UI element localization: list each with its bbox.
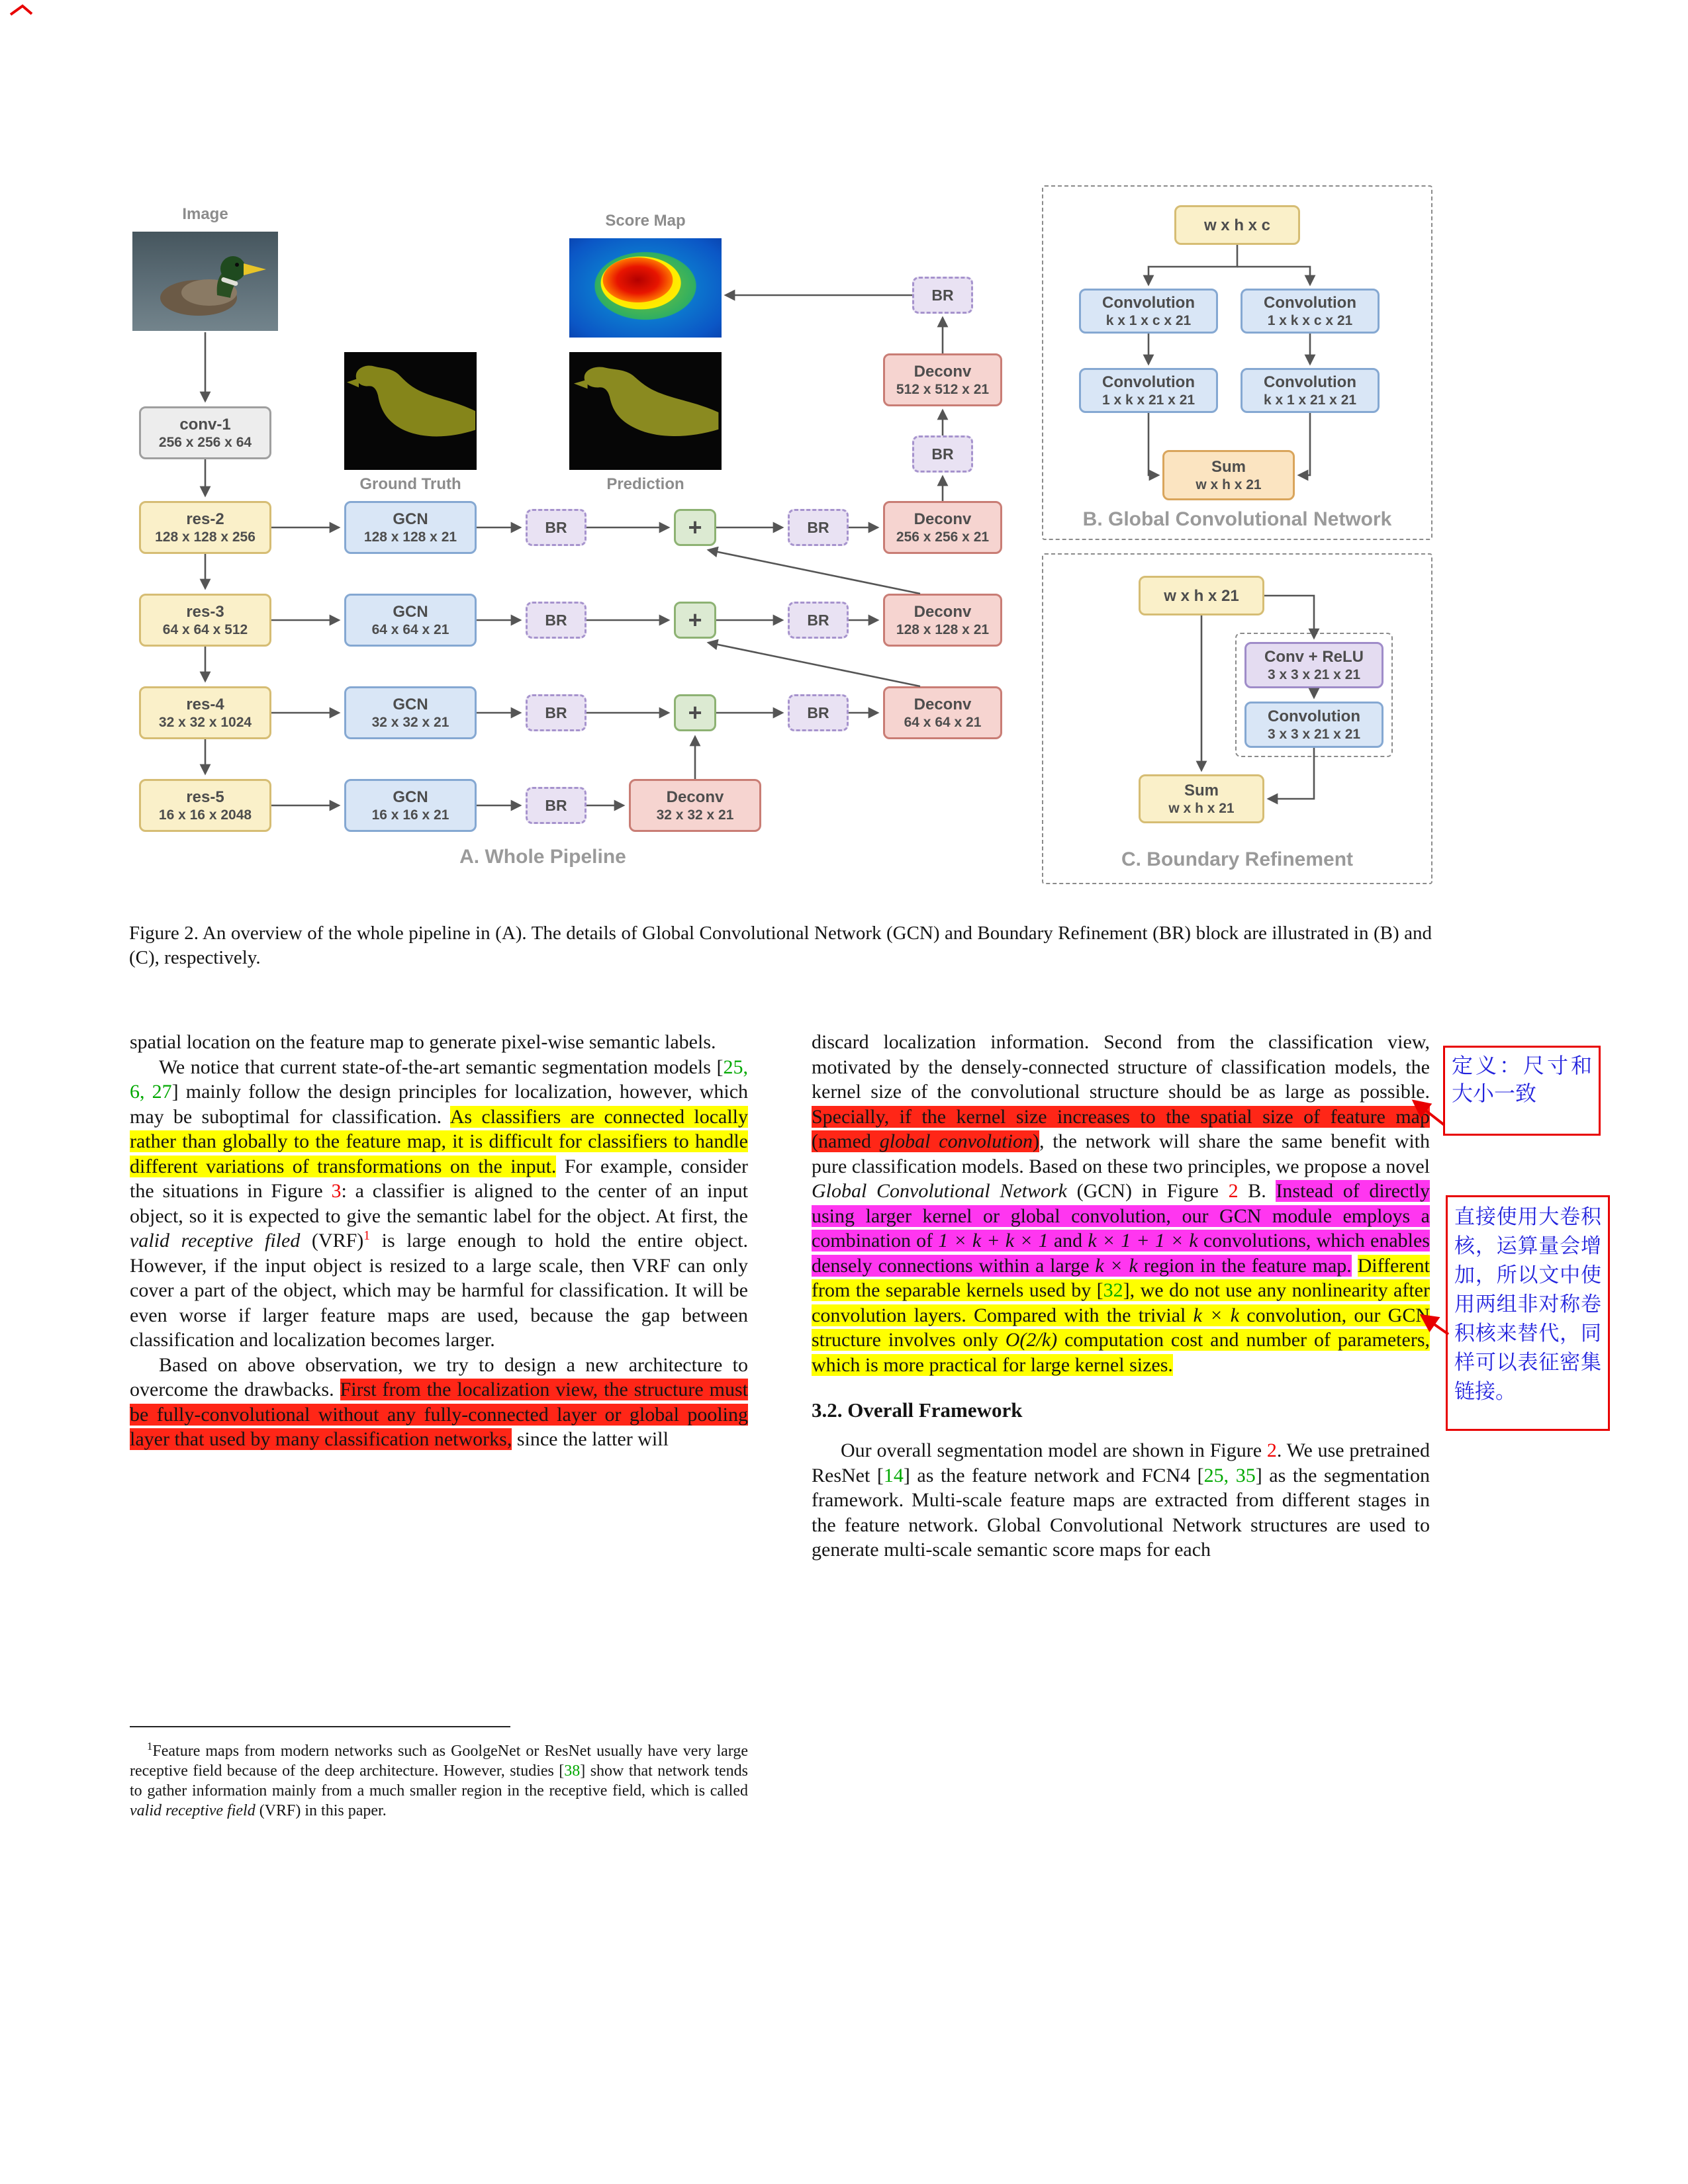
highlight-magenta-math: 1 × k + k × 1 — [938, 1230, 1049, 1251]
highlight-magenta: convolutions, which enables densely connections within a large — [812, 1230, 1430, 1277]
gcn5-block: GCN 16 x 16 x 21 — [344, 779, 477, 832]
image-label: Image — [182, 205, 228, 223]
br-block: BR — [912, 277, 973, 314]
annotation-note-asymmetric-conv: 直接使用大卷积核，运算量会增加，所以文中使用两组非对称卷积核来替代，同样可以表征密集链接。 — [1446, 1195, 1610, 1431]
res2-block: res-2 128 x 128 x 256 — [139, 501, 271, 554]
citation-link[interactable]: 25, 6, 27 — [130, 1056, 748, 1103]
br-block: BR — [788, 509, 849, 546]
panel-b-title: B. Global Convolutional Network — [1082, 508, 1392, 530]
section-heading: 3.2. Overall Framework — [812, 1398, 1023, 1422]
conv-relu-block: Conv + ReLU 3 x 3 x 21 x 21 — [1244, 642, 1383, 688]
paragraph: Our overall segmentation model are shown in Figure 2. We use pretrained ResNet [14] as the feature network and FCN4 [25, 35] as the segmentation framework. Multi-scale feature maps are extracted from different stages in the feature network. Global Convolutional Network structures are used to generate multi-scale semantic score maps for each — [812, 1439, 1430, 1561]
br-block: BR — [526, 694, 586, 731]
gcn3-block: GCN 64 x 64 x 21 — [344, 594, 477, 647]
highlight-yellow: convolution, our GCN structure involves only — [812, 1304, 1430, 1351]
gcn-sum-block: Sum w x h x 21 — [1162, 450, 1295, 500]
highlight-magenta: and — [1048, 1230, 1088, 1251]
ground-truth-image — [344, 352, 477, 470]
left-column — [130, 1030, 748, 1452]
figure-caption: Figure 2. An overview of the whole pipeline in (A). The details of Global Convolutional Network (GCN) and Boundary Refinement (BR) block are illustrated in (B) and (C), respectively. — [129, 923, 1432, 968]
highlight-magenta-math: k × k — [1095, 1254, 1138, 1277]
conv1-block: conv-1 256 x 256 x 64 — [139, 406, 271, 459]
deconv32-block: Deconv 32 x 32 x 21 — [629, 779, 761, 832]
gcn2-block: GCN 128 x 128 x 21 — [344, 501, 477, 554]
deconv256-block: Deconv 256 x 256 x 21 — [883, 501, 1002, 554]
duck-silhouette — [344, 352, 477, 470]
conv-kx1xc-block: Convolution k x 1 x c x 21 — [1079, 289, 1218, 334]
sum-plus-block: + — [674, 509, 716, 546]
highlight-yellow: ], we do not use any nonlinearity after convolution layers. Compared with the trivial — [812, 1279, 1430, 1326]
br-sum-block: Sum w x h x 21 — [1139, 774, 1264, 823]
paragraph: We notice that current state-of-the-art semantic segmentation models [25, 6, 27] mainly follow the design principles for localization, however, which may be suboptimal for classification. As classifiers are connected locally rather than globally to the feature map, it is difficult for classifiers to handle different variations of transformations on the input. For example, consider the situations in Figure 3: a classifier is aligned to the center of an input object, so it is expected to give the semantic label for the object. At first, the valid receptive filed (VRF)$^1$ is large enough to hold the entire object. However, if the input object is resized to a large scale, then VRF can only cover a part of the object, which may be harmful for classification. It will be even worse if larger feature maps are used, because the gap between classification and localization becomes larger. — [130, 1056, 749, 1351]
highlight-magenta: region in the feature map. — [1137, 1254, 1352, 1277]
citation-link[interactable]: 25, 35 — [1203, 1464, 1256, 1486]
panel-c-title: C. Boundary Refinement — [1121, 848, 1354, 870]
br-block: BR — [526, 509, 586, 546]
highlight-red: ) — [1032, 1130, 1039, 1152]
res4-block: res-4 32 x 32 x 1024 — [139, 686, 271, 739]
input-image — [132, 232, 278, 331]
deconv64-block: Deconv 64 x 64 x 21 — [883, 686, 1002, 739]
paragraph: Based on above observation, we try to design a new architecture to overcome the drawbacks. First from the localization view, the structure must be fully-convolutional without any fully-connected layer or global pooling layer that used by many classification networks, since the latter will — [130, 1353, 748, 1450]
br-block: BR — [912, 435, 973, 473]
citation-link[interactable]: 14 — [883, 1464, 904, 1486]
highlight-yellow-math: O(2/k) — [1005, 1329, 1058, 1351]
prediction-image — [569, 352, 722, 470]
figure-2-diagram — [126, 179, 1443, 907]
br-block: BR — [526, 602, 586, 639]
footnote-ref-link[interactable]: 1 — [363, 1229, 371, 1243]
highlight-yellow: computation cost and number of parameters, which is more practical for large kernel sizes. — [812, 1329, 1430, 1376]
italic-term: Global Convolutional Network — [812, 1180, 1067, 1202]
highlight-yellow-math: k × k — [1193, 1304, 1240, 1326]
ground-truth-label: Ground Truth — [359, 475, 461, 493]
sum-plus-block: + — [674, 602, 716, 639]
conv-1xk21-block: Convolution 1 x k x 21 x 21 — [1079, 368, 1218, 413]
footnote-marker: 1 — [147, 1740, 153, 1752]
deconv512-block: Deconv 512 x 512 x 21 — [883, 353, 1002, 406]
figure-ref-link[interactable]: 2 — [1228, 1180, 1239, 1202]
conv-kx121-block: Convolution k x 1 x 21 x 21 — [1241, 368, 1380, 413]
highlight-magenta: Instead of directly using larger kernel or global convolution, our GCN module employs a combination of — [812, 1180, 1430, 1251]
gcn4-block: GCN 32 x 32 x 21 — [344, 686, 477, 739]
highlight-yellow: Different from the separable kernels used by [ — [812, 1254, 1430, 1301]
footnote-text: $^1$Feature maps from modern networks such as GoolgeNet or ResNet usually have very large receptive field because of the deep architecture. However, studies [38] show that network tends to gather information mainly from a much smaller region in the receptive field, which is called valid receptive field (VRF) in this paper. — [130, 1740, 748, 1819]
res3-block: res-3 64 x 64 x 512 — [139, 594, 271, 647]
conv-1xkxc-block: Convolution 1 x k x c x 21 — [1241, 289, 1380, 334]
highlight-red-italic: global convolution — [879, 1130, 1033, 1152]
sum-plus-block: + — [674, 694, 716, 731]
highlight-magenta-math: k × 1 + 1 × k — [1088, 1230, 1198, 1251]
deconv128-block: Deconv 128 x 128 x 21 — [883, 594, 1002, 647]
panel-a-title: A. Whole Pipeline — [459, 846, 626, 868]
highlight-yellow: As classifiers are connected locally rather than globally to the feature map, it is difficult for classifiers to handle different variations of transformations on the input. — [130, 1105, 748, 1177]
annotation-note-definition: 定义：尺寸和大小一致 — [1443, 1046, 1601, 1136]
corner-mark — [11, 6, 32, 15]
paragraph: discard localization information. Second from the classification view, motivated by the densely-connected structure of classification models, the kernel size of the convolutional structure should be as large as possible. Specially, if the kernel size increases to the spatial size of feature map (named global convolution), the network will share the same benefit with pure classification models. Based on these two principles, we propose a novel Global Convolutional Network (GCN) in Figure 2 B. Instead of directly using larger kernel or global convolution, our GCN module employs a combination of 1 × k + k × 1 and k × 1 + 1 × k convolutions, which enables densely connections within a large k × k region in the feature map. Different from the separable kernels used by [32], we do not use any nonlinearity after convolution layers. Compared with the trivial k × k convolution, our GCN structure involves only O(2/k) computation cost and number of parameters, which is more practical for large kernel sizes. — [812, 1031, 1430, 1376]
br-input-block: w x h x 21 — [1139, 576, 1264, 615]
paragraph: spatial location on the feature map to generate pixel-wise semantic labels. — [130, 1031, 716, 1053]
gcn-input-block: w x h x c — [1174, 205, 1300, 245]
br-block: BR — [788, 694, 849, 731]
right-column — [812, 1030, 1430, 1563]
duck-photo-drawing — [132, 232, 278, 331]
highlight-red: First from the localization view, the structure must be fully-convolutional without any fully-connected layer or global pooling layer that used by many classification networks, — [130, 1379, 748, 1450]
footnote — [130, 1726, 748, 1821]
citation-link[interactable]: 38 — [564, 1762, 581, 1780]
italic-term: valid receptive filed — [130, 1230, 301, 1251]
footnote-rule — [130, 1726, 510, 1727]
br-block: BR — [526, 787, 586, 824]
br-conv-block: Convolution 3 x 3 x 21 x 21 — [1244, 702, 1383, 748]
br-block: BR — [788, 602, 849, 639]
figure-ref-link[interactable]: 2 — [1266, 1439, 1277, 1461]
res5-block: res-5 16 x 16 x 2048 — [139, 779, 271, 832]
score-map-image — [569, 238, 722, 338]
italic-term: valid receptive field — [130, 1802, 256, 1819]
prediction-label: Prediction — [606, 475, 684, 493]
score-map-label: Score Map — [605, 212, 686, 230]
citation-link[interactable]: 32 — [1103, 1279, 1123, 1301]
figure-ref-link[interactable]: 3 — [331, 1180, 342, 1202]
highlight-red: Specially, if the kernel size increases to the spatial size of feature map (named — [812, 1105, 1430, 1152]
duck-silhouette-prediction — [569, 352, 722, 470]
